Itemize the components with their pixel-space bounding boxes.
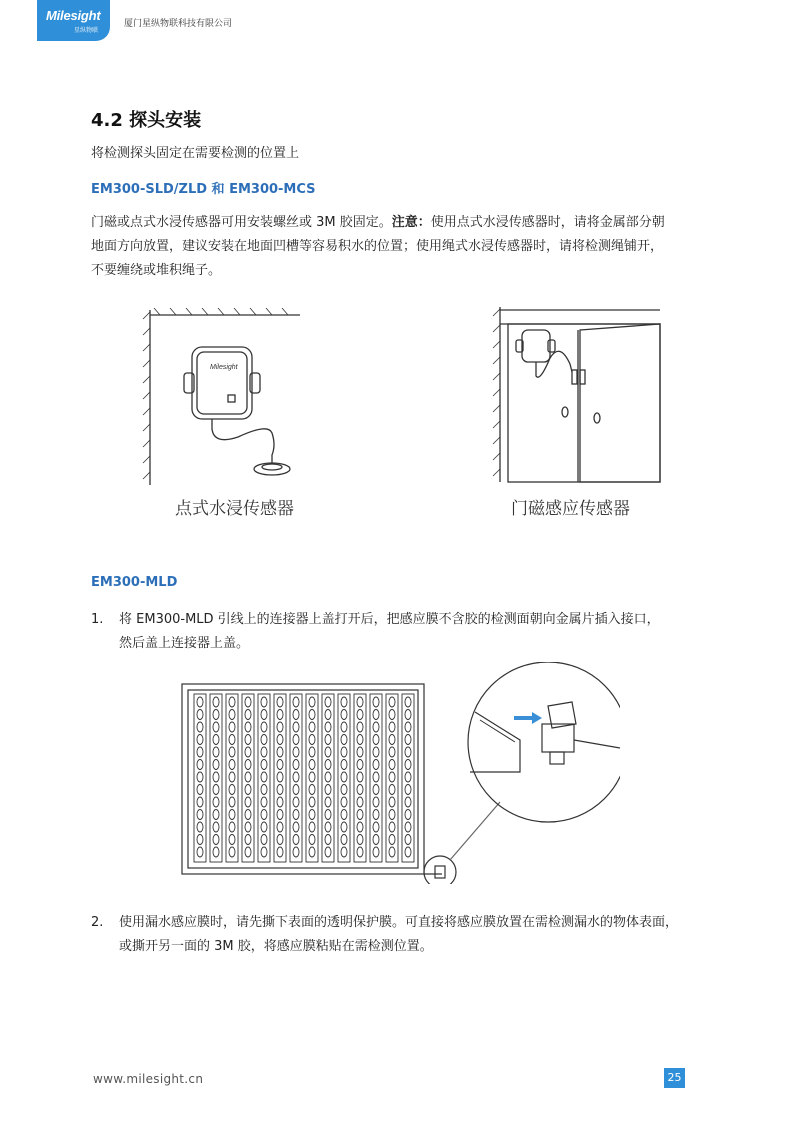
step2-line1: 使用漏水感应膜时，请先撕下表面的透明保护膜。可直接将感应膜放置在需检测漏水的物体表面， (119, 915, 679, 930)
footer-url: www.milesight.cn (93, 1072, 204, 1086)
mld-subtitle: EM300-MLD (91, 575, 178, 590)
section-intro: 将检测探头固定在需要检测的位置上 (91, 146, 300, 161)
caption-spot-sensor: 点式水浸传感器 (175, 499, 294, 519)
svg-text:Milesight: Milesight (210, 364, 238, 371)
sld-para-line1b: 使用点式水浸传感器时，请将金属部分朝 (430, 215, 665, 230)
sld-para-line2: 地面方向放置，建议安装在地面凹槽等容易积水的位置；使用绳式水浸传感器时，请将检测绳铺开， (91, 239, 664, 254)
step2-text (119, 911, 719, 959)
door-sensor-illustration (490, 302, 665, 487)
logo-cn: 星纵物联 (74, 27, 99, 34)
sld-para-line1a: 门磁或点式水浸传感器可用安装螺丝或 3M 胶固定。 (91, 215, 392, 230)
company-name: 厦门星纵物联科技有限公司 (124, 19, 233, 29)
leak-membrane-illustration (180, 662, 620, 884)
page-number: 25 (664, 1068, 685, 1088)
logo-text: Milesight (46, 8, 101, 23)
step1-text (119, 608, 719, 656)
section-title: 4.2 探头安装 (91, 110, 202, 131)
step2-line2: 或撕开另一面的 3M 胶，将感应膜粘贴在需检测位置。 (119, 939, 433, 954)
sld-para-line3: 不要缠绕或堆积绳子。 (91, 263, 222, 278)
step1-line1: 将 EM300-MLD 引线上的连接器上盖打开后，把感应膜不含胶的检测面朝向金属片插入接口， (119, 612, 660, 627)
step1-number: 1. (91, 612, 104, 627)
caption-door-sensor: 门磁感应传感器 (511, 499, 630, 519)
spot-sensor-illustration (140, 305, 320, 490)
company-logo (37, 0, 110, 41)
sld-paragraph (91, 211, 711, 283)
note-label: 注意： (391, 215, 431, 230)
step2-number: 2. (91, 915, 104, 930)
step1-line2: 然后盖上连接器上盖。 (119, 636, 250, 651)
sld-subtitle: EM300-SLD/ZLD 和 EM300-MCS (91, 182, 316, 197)
